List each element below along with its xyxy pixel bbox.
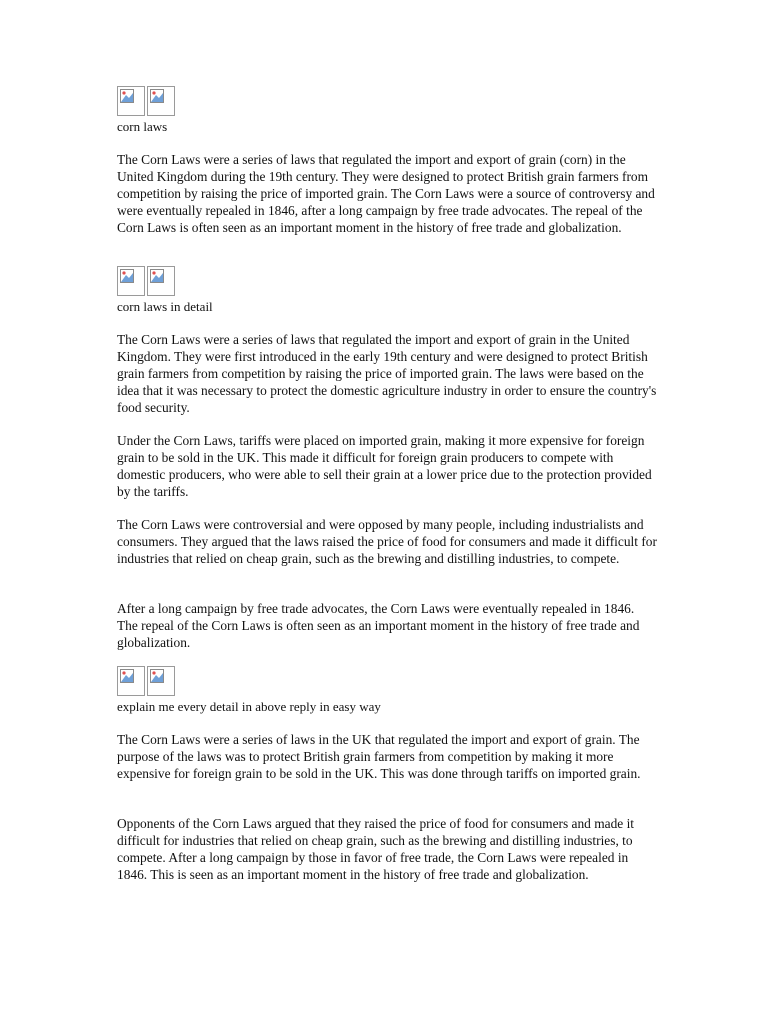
- image-placeholder-group: [117, 266, 657, 298]
- response-paragraph: Under the Corn Laws, tariffs were placed on imported grain, making it more expensive for foreign grain to be sold in the UK. This made it difficult for foreign grain producers to compete with domestic producers, who were able to sell their grain at a lower price due to the protection provided by the tariffs.: [117, 433, 652, 499]
- user-prompt: corn laws: [117, 119, 168, 134]
- section-2: [117, 266, 657, 315]
- broken-image-icon: [117, 86, 145, 116]
- response-paragraph: The Corn Laws were a series of laws in the UK that regulated the import and export of grain. The purpose of the laws was to protect British grain farmers from competition by making it more expensive for foreign grain to be sold in the UK. This was done through tariffs on imported grain.: [117, 732, 641, 781]
- response-paragraph: The Corn Laws were a series of laws that regulated the import and export of grain (corn) in the United Kingdom during the 19th century. They were designed to protect British grain farmers from competition by raising the price of imported grain. The Corn Laws were a source of controversy and were eventually repealed in 1846, after a long campaign by free trade advocates. The repeal of the Corn Laws is often seen as an important moment in the history of free trade and globalization.: [117, 152, 655, 235]
- response-paragraph: Opponents of the Corn Laws argued that they raised the price of food for consumers and made it difficult for industries that relied on cheap grain, such as the brewing and distilling industries, to compete. After a long campaign by those in favor of free trade, the Corn Laws were repealed in 1846. This is seen as an important moment in the history of free trade and globalization.: [117, 816, 635, 882]
- section-1: [117, 86, 657, 135]
- broken-image-icon: [147, 266, 175, 296]
- section-3: [117, 666, 657, 715]
- image-placeholder-group: [117, 666, 657, 698]
- response-paragraph: The Corn Laws were controversial and were opposed by many people, including industrialists and consumers. They argued that the laws raised the price of food for consumers and made it difficult for industries that relied on cheap grain, such as the brewing and distilling industries, to compete.: [117, 517, 657, 566]
- response-paragraph: The Corn Laws were a series of laws that regulated the import and export of grain in the United Kingdom. They were first introduced in the early 19th century and were designed to protect British grain farmers from competition by raising the price of imported grain. The laws were based on the idea that it was necessary to protect the domestic agriculture industry in order to ensure the country's food security.: [117, 332, 657, 415]
- broken-image-icon: [147, 666, 175, 696]
- broken-image-icon: [117, 266, 145, 296]
- response-paragraph: After a long campaign by free trade advocates, the Corn Laws were eventually repealed in 1846. The repeal of the Corn Laws is often seen as an important moment in the history of free trade and globalization.: [117, 601, 640, 650]
- image-placeholder-group: [117, 86, 657, 118]
- user-prompt: corn laws in detail: [117, 299, 213, 314]
- user-prompt: explain me every detail in above reply in easy way: [117, 699, 381, 714]
- broken-image-icon: [147, 86, 175, 116]
- broken-image-icon: [117, 666, 145, 696]
